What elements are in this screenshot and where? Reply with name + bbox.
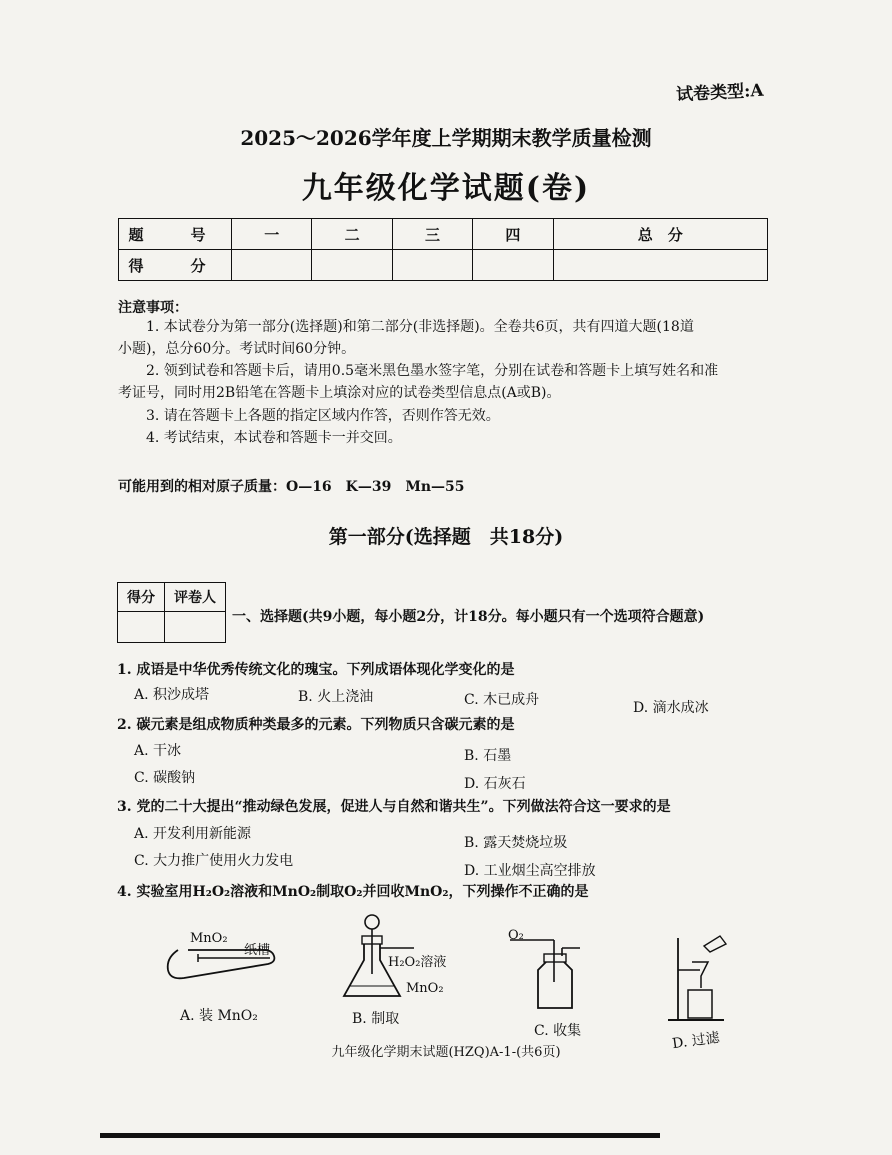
question-4-stem: 4. 实验室用H₂O₂溶液和MnO₂制取O₂并回收MnO₂，下列操作不正确的是 [117,884,589,900]
gas-bottle [538,962,572,1008]
question-2-stem: 2. 碳元素是组成物质种类最多的元素。下列物质只含碳元素的是 [117,717,515,733]
score-table [118,218,768,281]
q4-option-d: D. 过滤 [671,1029,721,1053]
beaker [688,990,712,1018]
figure-a-mno2-label: MnO₂ [190,931,228,946]
score-table-score-row [119,250,768,281]
q2-option-d: D. 石灰石 [464,776,526,792]
q1-option-d: D. 滴水成冰 [633,700,709,716]
grader-table [117,582,226,643]
q2-option-b: B. 石墨 [464,748,512,764]
q4-option-a: A. 装 MnO₂ [180,1008,258,1024]
score-cell-section-3: 三 [392,219,472,250]
grader-name-blank [165,612,226,643]
notes-heading: 注意事项： [118,300,188,316]
figure-d-filtration [664,928,734,1028]
figure-b-mno2-label: MnO₂ [406,981,444,996]
paper-type-label: 试卷类型:A [675,80,765,106]
q1-option-a: A. 积沙成塔 [134,687,210,703]
note-line-3: 2. 领到试卷和答题卡后，请用0.5毫米黑色墨水签字笔，分别在试卷和答题卡上填写姓名和准 [146,363,719,379]
exam-title: 2025～2026学年度上学期期末教学质量检测 [240,126,652,150]
score-cell-total: 总 分 [553,219,767,250]
score-cell-section-4: 四 [473,219,553,250]
score-cell-section-2: 二 [312,219,392,250]
q3-option-d: D. 工业烟尘高空排放 [464,863,596,879]
score-blank-4 [473,250,553,281]
section-heading: 一、选择题(共9小题，每小题2分，计18分。每小题只有一个选项符合题意) [232,609,705,625]
note-line-4: 考证号，同时用2B铅笔在答题卡上填涂对应的试卷类型信息点(A或B)。 [118,385,561,401]
pouring-beaker [704,936,726,952]
score-cell-label: 题 号 [119,219,232,250]
score-cell-section-1: 一 [232,219,312,250]
score-blank-1 [232,250,312,281]
score-blank-2 [312,250,392,281]
funnel [692,962,708,988]
score-row-label: 得 分 [119,250,232,281]
q4-option-c: C. 收集 [534,1023,582,1039]
figure-a-trough-label: 纸槽 [244,943,271,958]
note-line-2: 小题)，总分60分。考试时间60分钟。 [118,341,356,357]
note-line-5: 3. 请在答题卡上各题的指定区域内作答，否则作答无效。 [146,408,500,424]
question-3-stem: 3. 党的二十大提出“推动绿色发展，促进人与自然和谐共生”。下列做法符合这一要求的是 [117,799,671,815]
q3-option-b: B. 露天焚烧垃圾 [464,835,568,851]
q2-option-a: A. 干冰 [134,743,182,759]
figure-b-h2o2-label: H₂O₂溶液 [388,955,447,970]
page-footer: 九年级化学期末试题(HZQ)A-1-(共6页) [331,1045,561,1060]
part1-title: 第一部分(选择题 共18分) [328,526,564,548]
figure-c-o2-label: O₂ [508,928,524,943]
score-blank-3 [392,250,472,281]
exam-subject-title: 九年级化学试题(卷) [301,171,591,206]
q1-option-b: B. 火上浇油 [298,689,374,705]
q4-option-b: B. 制取 [352,1011,400,1027]
grader-score-header: 得分 [118,583,165,612]
q3-option-c: C. 大力推广使用火力发电 [134,853,294,869]
question-1-stem: 1. 成语是中华优秀传统文化的瑰宝。下列成语体现化学变化的是 [117,662,515,678]
grader-score-blank [118,612,165,643]
atomic-mass-line: 可能用到的相对原子质量：O—16 K—39 Mn—55 [118,479,465,495]
funnel-bulb [365,915,379,929]
q1-option-c: C. 木已成舟 [464,692,540,708]
note-line-1: 1. 本试卷分为第一部分(选择题)和第二部分(非选择题)。全卷共6页，共有四道大题(18道 [146,319,694,335]
grader-name-header: 评卷人 [165,583,226,612]
q3-option-a: A. 开发利用新能源 [134,826,252,842]
note-line-6: 4. 考试结束，本试卷和答题卡一并交回。 [146,430,402,446]
q2-option-c: C. 碳酸钠 [134,770,196,786]
score-table-header-row [119,219,768,250]
score-blank-total [553,250,767,281]
bottom-rule [100,1133,660,1138]
